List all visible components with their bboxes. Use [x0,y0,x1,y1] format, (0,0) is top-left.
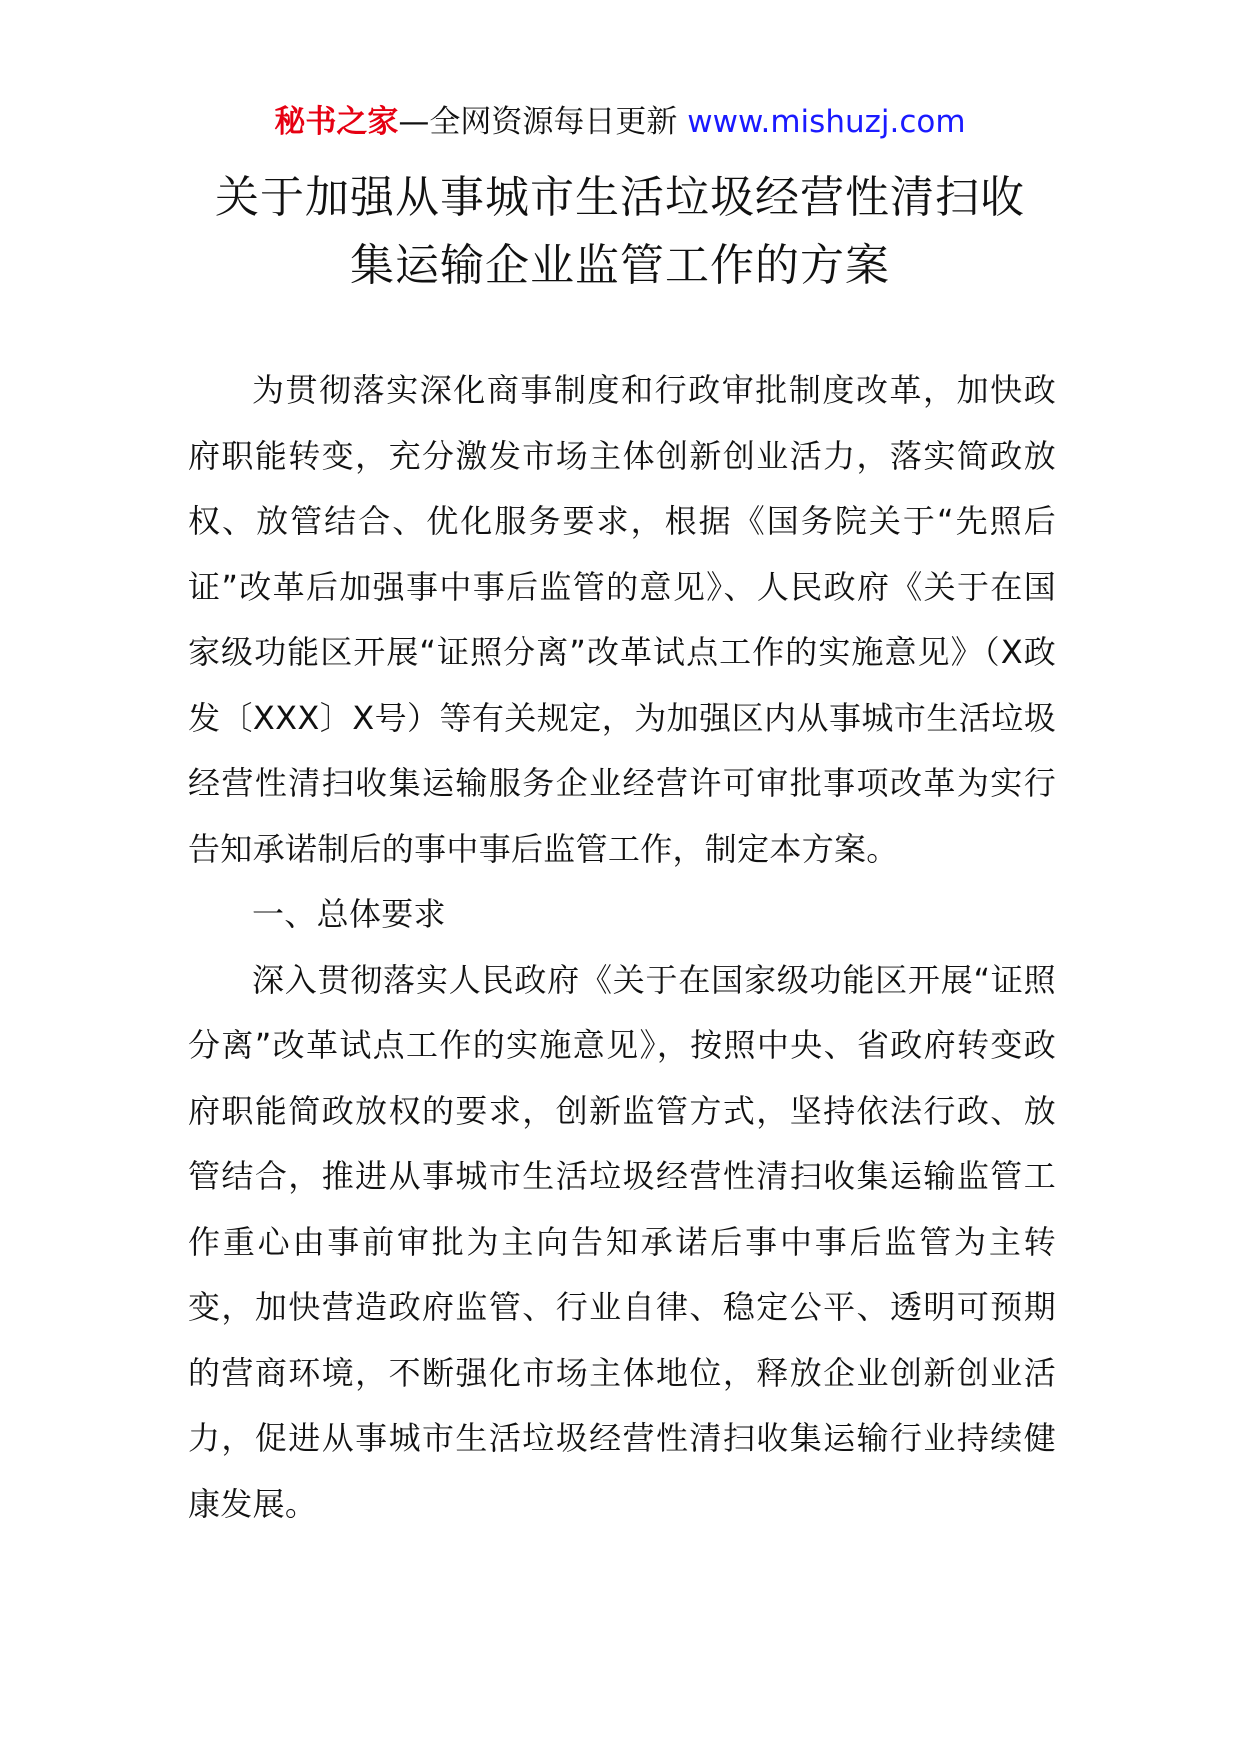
paragraph-intro: 为贯彻落实深化商事制度和行政审批制度改革，加快政府职能转变，充分激发市场主体创新创业活力，落实简政放权、放管结合、优化服务要求，根据《国务院关于“先照后证”改革后加强事中事后监管的意见》、人民政府《关于在国家级功能区开展“证照分离”改革试点工作的实施意见》（X政发〔XXX〕X号）等有关规定，为加强区内从事城市生活垃圾经营性清扫收集运输服务企业经营许可审批事项改革为实行告知承诺制后的事中事后监管工作，制定本方案。 [188,371,1056,868]
section-heading-general-requirements: 一、总体要求 [252,895,446,933]
title-line-1: 关于加强从事城市生活垃圾经营性清扫收 [215,172,1025,223]
title-line-2: 集运输企业监管工作的方案 [350,240,890,291]
paragraph-general-requirements: 深入贯彻落实人民政府《关于在国家级功能区开展“证照分离”改革试点工作的实施意见》，按照中央、省政府转变政府职能简政放权的要求，创新监管方式，坚持依法行政、放管结合，推进从事城市生活垃圾经营性清扫收集运输监管工作重心由事前审批为主向告知承诺后事中事后监管为主转变，加快营造政府监管、行业自律、稳定公平、透明可预期的营商环境，不断强化市场主体地位，释放企业创新创业活力，促进从事城市生活垃圾经营性清扫收集运输行业持续健康发展。 [188,960,1056,1523]
document-body [188,358,1056,1537]
site-brand: 秘书之家 [274,104,399,140]
site-tagline: —全网资源每日更新 [398,104,688,140]
site-header [0,100,1240,144]
site-url-link[interactable]: www.mishuzj.com [687,104,966,140]
document-title [120,164,1120,300]
